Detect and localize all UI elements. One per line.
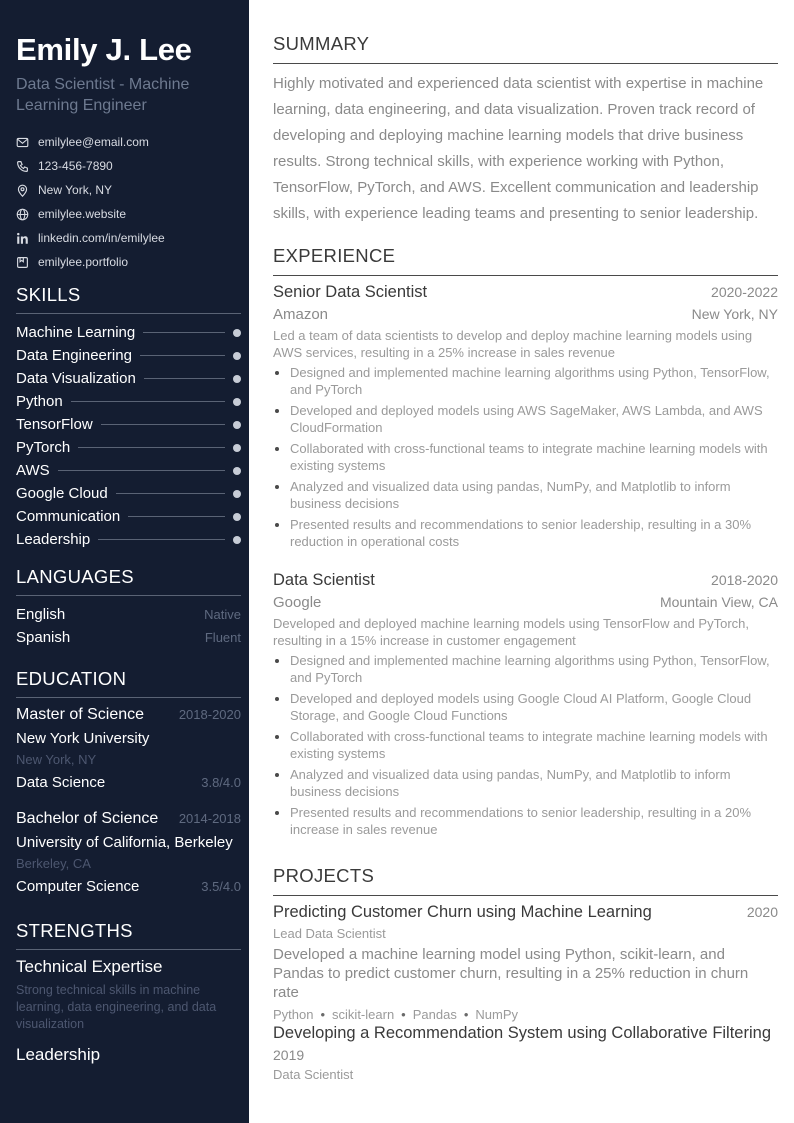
language-item: English Native xyxy=(16,606,241,623)
skill-label: Machine Learning xyxy=(16,324,136,341)
candidate-headline: Data Scientist - Machine Learning Engineer xyxy=(16,76,190,114)
skill-dot-icon xyxy=(233,352,241,360)
school-name: University of California, Berkeley xyxy=(16,834,233,851)
field-of-study: Computer Science xyxy=(16,878,140,895)
skill-dot-icon xyxy=(233,375,241,383)
candidate-name: Emily J. Lee xyxy=(16,32,192,67)
summary-text: Highly motivated and experienced data scientist with expertise in machine learning, data engineering, and data visualization. Proven track record of developing and deploying machine learning models that drive business results. Strong technical skills, with experience working with Python, TensorFlow, PyTorch, and AWS. Excellent communication and leadership skills, with experience leading teams and presenting to senior leadership. xyxy=(273,75,764,222)
project-title: Predicting Customer Churn using Machine Learning xyxy=(273,903,652,921)
education-heading: EDUCATION xyxy=(16,668,241,698)
education-item xyxy=(16,810,241,900)
projects-heading: PROJECTS xyxy=(273,865,778,896)
project-entry xyxy=(273,1024,778,1082)
skill-item xyxy=(16,436,241,459)
project-year: 2019 xyxy=(273,1047,305,1063)
degree: Master of Science xyxy=(16,706,145,723)
skill-leader-line xyxy=(144,378,225,379)
strength-title: Leadership xyxy=(16,1045,101,1064)
language-item: Spanish Fluent xyxy=(16,629,241,646)
job-title: Senior Data Scientist xyxy=(273,283,428,301)
skill-dot-icon xyxy=(233,536,241,544)
email-icon xyxy=(16,136,29,149)
job-bullet: • Collaborated with cross-functional teams to integrate machine learning models with existing systems xyxy=(290,728,778,762)
job-bullet: • Analyzed and visualized data using pandas, NumPy, and Matplotlib to inform business decisions xyxy=(290,766,778,800)
strengths-heading: STRENGTHS xyxy=(16,920,241,950)
job-title: Data Scientist xyxy=(273,571,375,589)
job-entry xyxy=(273,283,778,554)
skill-leader-line xyxy=(71,401,225,402)
skill-leader-line xyxy=(101,424,225,425)
gpa: 3.5/4.0 xyxy=(201,879,241,894)
skill-item xyxy=(16,390,241,413)
skill-item xyxy=(16,459,241,482)
contact-location: New York, NY xyxy=(16,178,165,202)
languages-list xyxy=(16,603,241,649)
gpa: 3.8/4.0 xyxy=(201,775,241,790)
job-bullet: • Designed and implemented machine learning algorithms using Python, TensorFlow, and PyTorch xyxy=(290,364,778,398)
skill-item xyxy=(16,321,241,344)
skill-item xyxy=(16,505,241,528)
skill-label: Leadership xyxy=(16,531,91,548)
skill-item xyxy=(16,344,241,367)
sidebar xyxy=(0,0,249,1123)
job-dates: 2018-2020 xyxy=(711,572,778,588)
portfolio-icon xyxy=(16,256,29,269)
project-tag: Pandas xyxy=(412,1007,457,1022)
contact-website[interactable]: emilylee.website xyxy=(16,202,165,226)
project-role: Data Scientist xyxy=(273,1067,354,1082)
skill-item xyxy=(16,528,241,551)
job-bullet: • Analyzed and visualized data using pandas, NumPy, and Matplotlib to inform business decisions xyxy=(290,478,778,512)
job-entry xyxy=(273,571,778,842)
skill-item xyxy=(16,413,241,436)
skill-leader-line xyxy=(143,332,225,333)
job-bullet: • Developed and deployed models using AWS SageMaker, AWS Lambda, and AWS CloudFormation xyxy=(290,402,778,436)
skill-dot-icon xyxy=(233,398,241,406)
skill-leader-line xyxy=(128,516,225,517)
job-bullet: • Developed and deployed models using Google Cloud AI Platform, Google Cloud Storage, and Google Cloud Functions xyxy=(290,690,778,724)
project-tag: NumPy xyxy=(475,1007,519,1022)
skill-label: Communication xyxy=(16,508,121,525)
job-location: New York, NY xyxy=(691,306,778,322)
job-dates: 2020-2022 xyxy=(711,284,778,300)
job-bullet: • Designed and implemented machine learning algorithms using Python, TensorFlow, and PyTorch xyxy=(290,652,778,686)
education-years: 2014-2018 xyxy=(178,811,241,826)
job-description: Led a team of data scientists to develop and deploy machine learning models using AWS services, resulting in a 25% increase in sales revenue xyxy=(273,328,753,360)
contact-list xyxy=(16,130,165,274)
project-title: Developing a Recommendation System using Collaborative Filtering xyxy=(273,1024,771,1042)
skill-leader-line xyxy=(98,539,225,540)
skills-heading: SKILLS xyxy=(16,284,241,314)
skill-dot-icon xyxy=(233,513,241,521)
company-name: Google xyxy=(273,594,322,611)
strength-title: Technical Expertise xyxy=(16,957,163,976)
project-year: 2020 xyxy=(746,904,778,920)
strength-description: Strong technical skills in machine learning, data engineering, and data visualization xyxy=(16,983,217,1031)
skill-item xyxy=(16,482,241,505)
linkedin-icon xyxy=(16,232,29,245)
contact-email[interactable]: emilylee@email.com xyxy=(16,130,165,154)
education-item xyxy=(16,706,241,796)
skill-leader-line xyxy=(140,355,225,356)
language-level: Fluent xyxy=(204,630,241,645)
contact-portfolio[interactable]: emilylee.portfolio xyxy=(16,250,165,274)
job-location: Mountain View, CA xyxy=(659,594,778,610)
project-tags: Python • scikit-learn • Pandas • NumPy xyxy=(273,1007,519,1022)
job-description: Developed and deployed machine learning models using TensorFlow and PyTorch, resulting in a 15% increase in customer engagement xyxy=(273,616,749,648)
language-level: Native xyxy=(204,607,241,622)
skills-list xyxy=(16,321,241,551)
project-tag: Python xyxy=(273,1007,314,1022)
phone-icon xyxy=(16,160,29,173)
skill-dot-icon xyxy=(233,467,241,475)
field-of-study: Data Science xyxy=(16,774,106,791)
experience-heading: EXPERIENCE xyxy=(273,245,778,276)
skill-dot-icon xyxy=(233,421,241,429)
skill-label: Data Visualization xyxy=(16,370,136,387)
globe-icon xyxy=(16,208,29,221)
school-location: Berkeley, CA xyxy=(16,856,91,871)
skill-item xyxy=(16,367,241,390)
skill-dot-icon xyxy=(233,329,241,337)
school-location: New York, NY xyxy=(16,752,97,767)
strengths-list xyxy=(16,957,241,1070)
skill-label: TensorFlow xyxy=(16,416,93,433)
location-pin-icon xyxy=(16,184,29,197)
skill-dot-icon xyxy=(233,490,241,498)
skill-label: PyTorch xyxy=(16,439,71,456)
skill-label: Data Engineering xyxy=(16,347,132,364)
job-bullet: • Collaborated with cross-functional teams to integrate machine learning models with existing systems xyxy=(290,440,778,474)
job-bullet: • Presented results and recommendations to senior leadership, resulting in a 20% increase in sales revenue xyxy=(290,804,778,838)
company-name: Amazon xyxy=(273,306,329,323)
job-bullets xyxy=(273,364,778,550)
job-bullet: • Presented results and recommendations to senior leadership, resulting in a 30% reduction in operational costs xyxy=(290,516,778,550)
summary-heading: SUMMARY xyxy=(273,33,778,64)
project-description: Developed a machine learning model using Python, scikit-learn, and Pandas to predict customer churn, resulting in a 25% reduction in churn rate xyxy=(273,946,749,1001)
job-bullets xyxy=(273,652,778,838)
contact-linkedin[interactable]: linkedin.com/in/emilylee xyxy=(16,226,165,250)
skill-label: AWS xyxy=(16,462,50,479)
project-role: Lead Data Scientist xyxy=(273,926,386,941)
skill-label: Python xyxy=(16,393,63,410)
skill-leader-line xyxy=(116,493,225,494)
degree: Bachelor of Science xyxy=(16,810,159,827)
languages-heading: LANGUAGES xyxy=(16,566,241,596)
skill-dot-icon xyxy=(233,444,241,452)
project-entry xyxy=(273,903,778,1022)
skill-label: Google Cloud xyxy=(16,485,108,502)
contact-phone[interactable]: 123-456-7890 xyxy=(16,154,165,178)
skill-leader-line xyxy=(58,470,225,471)
skill-leader-line xyxy=(78,447,225,448)
school-name: New York University xyxy=(16,730,150,747)
project-tag: scikit-learn xyxy=(332,1007,395,1022)
education-years: 2018-2020 xyxy=(178,707,241,722)
